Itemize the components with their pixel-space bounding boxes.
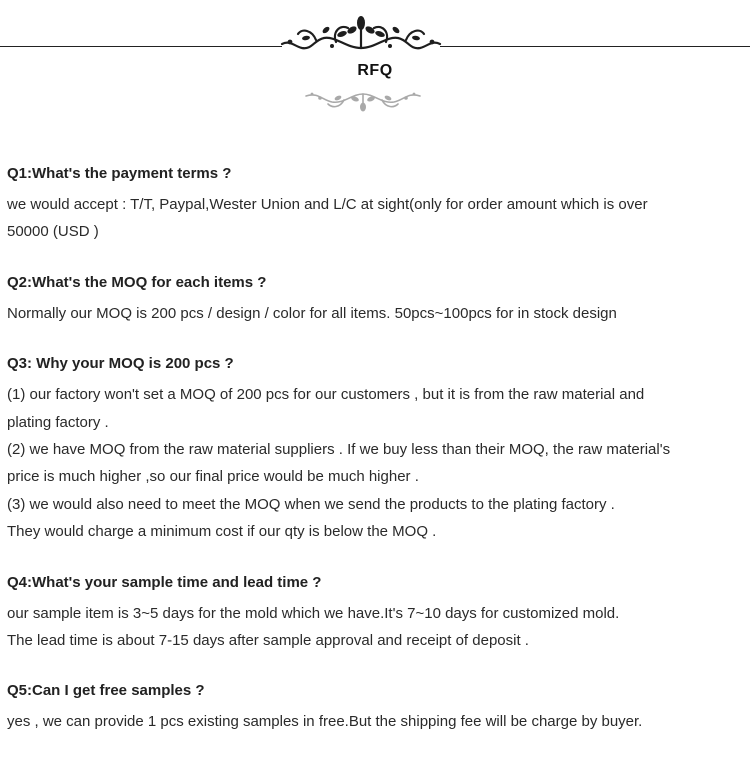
faq-item-lead-time bbox=[7, 573, 743, 655]
answer-line: (2) we have MOQ from the raw material suppliers . If we buy less than their MOQ, the raw material's bbox=[7, 441, 671, 459]
floral-scroll-icon bbox=[300, 86, 426, 112]
answer-line: 50000 (USD ) bbox=[7, 223, 99, 241]
answer-line: plating factory . bbox=[7, 413, 109, 431]
header-rule-left bbox=[0, 46, 282, 47]
answer-line: our sample item is 3~5 days for the mold which we have.It's 7~10 days for customized mold. bbox=[7, 604, 620, 622]
answer-line: yes , we can provide 1 pcs existing samples in free.But the shipping fee will be charge by buyer. bbox=[7, 713, 643, 731]
answer-line: Normally our MOQ is 200 pcs / design / color for all items. 50pcs~100pcs for in stock design bbox=[7, 304, 617, 322]
header-rule-right bbox=[440, 46, 750, 47]
faq-answer bbox=[7, 300, 743, 327]
faq-question: Q3: Why your MOQ is 200 pcs ? bbox=[7, 355, 234, 373]
answer-line: The lead time is about 7-15 days after sample approval and receipt of deposit . bbox=[7, 632, 529, 650]
faq-answer bbox=[7, 600, 743, 655]
answer-line: (3) we would also need to meet the MOQ when we send the products to the plating factory . bbox=[7, 495, 615, 513]
faq-answer bbox=[7, 191, 743, 246]
faq-answer bbox=[7, 708, 743, 735]
faq-item-samples bbox=[7, 681, 743, 735]
page-title: RFQ bbox=[357, 62, 393, 79]
answer-line: price is much higher ,so our final price would be much higher . bbox=[7, 468, 419, 486]
answer-line: we would accept : T/T, Paypal,Wester Union and L/C at sight(only for order amount which is over bbox=[7, 196, 648, 213]
faq-question: Q1:What's the payment terms ? bbox=[7, 165, 232, 182]
faq-item-payment bbox=[7, 164, 743, 246]
answer-line: They would charge a minimum cost if our qty is below the MOQ . bbox=[7, 523, 437, 541]
header-banner bbox=[0, 0, 750, 130]
faq-answer bbox=[7, 381, 743, 545]
faq-list bbox=[7, 164, 743, 763]
faq-item-moq-reason bbox=[7, 354, 743, 545]
faq-question: Q2:What's the MOQ for each items ? bbox=[7, 273, 267, 291]
faq-question: Q5:Can I get free samples ? bbox=[7, 682, 205, 700]
faq-question: Q4:What's your sample time and lead time ? bbox=[7, 573, 322, 591]
faq-item-moq bbox=[7, 273, 743, 327]
floral-scroll-icon bbox=[276, 14, 446, 54]
answer-line: (1) our factory won't set a MOQ of 200 pcs for our customers , but it is from the raw material and bbox=[7, 386, 645, 404]
